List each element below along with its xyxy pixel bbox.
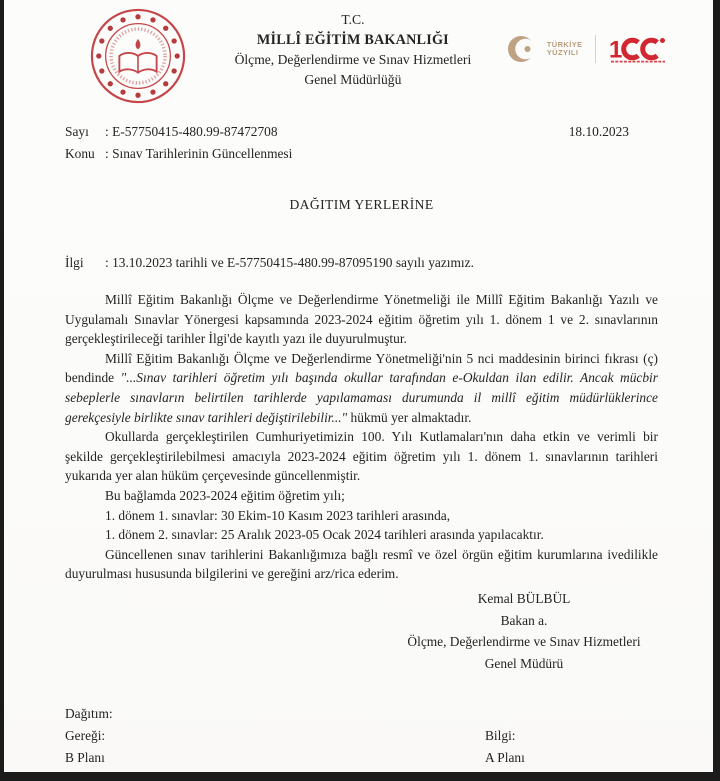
distribution-columns: [65, 725, 658, 769]
letterhead-logos: [506, 32, 668, 66]
paragraph-2-outro: hükmü yer almaktadır.: [347, 409, 472, 425]
letterhead: [0, 0, 720, 112]
sayi-row: [65, 121, 658, 143]
yuzyili-word: YÜZYILI: [546, 48, 579, 57]
paragraph-5: Güncellenen sınav tarihlerini Bakanlığımıza bağlı resmî ve özel örgün eğitim kurumlarına ivedilikle duyurulması hususunda bilgilerini ve gereğini arz/rica ederim.: [65, 546, 658, 582]
paragraph-3: Okullarda gerçekleştirilen Cumhuriyetimizin 100. Yılı Kutlamaları'nın daha etkin ve verimli bir şekilde gerçekleştirilebilmesi amacıyla 2023-2024 eğitim öğretim yılı 1. dönem 1. sınavlarının tarihleri yukarıda yer alan hüküm çerçevesinde güncellenmiştir.: [65, 429, 658, 484]
dagitim-label: Dağıtım:: [65, 706, 113, 721]
bilgi-label: Bilgi:: [485, 728, 516, 743]
turkiye-word: TÜRKİYE: [546, 40, 583, 49]
paragraph-2-intro: Millî Eğitim Bakanlığı Ölçme ve Değerlendirme Yönetmeliği'nin 5 nci maddesinin birinci fıkrası (ç) bendinde: [65, 350, 658, 386]
document-date: 18.10.2023: [568, 124, 629, 139]
signer-title-line2: Genel Müdürü: [484, 655, 564, 671]
scan-edge-bottom: [0, 772, 720, 781]
scan-edge-right: [713, 0, 720, 781]
ilgi-value: : 13.10.2023 tarihli ve E-57750415-480.99-87095190 sayılı yazımız.: [105, 255, 474, 270]
signer-name: Kemal BÜLBÜL: [477, 591, 571, 606]
centennial-100-icon: [608, 36, 668, 63]
logo-divider: [595, 35, 597, 63]
konu-label: Konu: [65, 146, 95, 161]
centennial-logo: [608, 36, 668, 63]
paragraph-4: Bu bağlamda 2023-2024 eğitim öğretim yılı;: [105, 487, 345, 503]
republic-abbrev: T.C.: [341, 12, 365, 27]
paragraph-1: Millî Eğitim Bakanlığı Ölçme ve Değerlendirme Yönetmeliği ile Millî Eğitim Bakanlığı Yazılı ve Uygulamalı Sınavlar Yönergesi kapsamında 2023-2024 eğitim öğretim yılı 1. dönem 1 ve 2. sınavlarının gerçekleştirileceği tarihler İlgi'de kayıtlı yazı ile duyurulmuştur.: [65, 292, 658, 347]
letterhead-titles: [235, 10, 472, 90]
konu-row: [65, 143, 658, 165]
svg-text:1: 1: [609, 36, 623, 63]
distribution-block: [65, 703, 658, 769]
ilgi-label: İlgi: [65, 255, 84, 270]
signature-block: [384, 588, 664, 674]
reference-row: [65, 252, 658, 273]
bilgi-value: A Planı: [485, 750, 525, 765]
konu-value: : Sınav Tarihlerinin Güncellenmesi: [105, 146, 293, 161]
signer-capacity: Bakan a.: [500, 612, 548, 628]
letter-body: [65, 290, 658, 584]
sayi-value: : E-57750415-480.99-87472708: [105, 124, 278, 139]
geregi-column: [65, 725, 485, 769]
document-meta: [65, 121, 658, 165]
turkiye-yuzyili-wordmark: [547, 41, 583, 57]
signer-title-line1: Ölçme, Değerlendirme ve Sınav Hizmetleri: [407, 634, 641, 649]
exam-period-1: 1. dönem 1. sınavlar: 30 Ekim-10 Kasım 2023 tarihleri arasında,: [105, 507, 451, 523]
recipient-heading: DAĞITIM YERLERİNE: [289, 197, 434, 212]
exam-period-2: 1. dönem 2. sınavlar: 25 Aralık 2023-05 Ocak 2024 tarihleri arasında yapılacaktır.: [105, 527, 544, 543]
geregi-label: Gereği:: [65, 728, 106, 743]
regulation-quote: "...Sınav tarihleri öğretim yılı başında okullar tarafından e-Okuldan ilan edilir. Ancak mücbir sebeplerle sınavların belirtilen tarihlerde yapılamaması durumunda il millî eğitim müdürlüklerince gerekçesiyle birlikte sınav tarihleri değiştirilebilir...": [65, 370, 658, 425]
paragraph-2: [65, 349, 658, 427]
bilgi-column: [485, 725, 658, 769]
ministry-name: MİLLÎ EĞİTİM BAKANLIĞI: [256, 32, 449, 48]
turkiye-yuzyili-crescent-icon: [506, 32, 540, 66]
meb-emblem-icon: [89, 7, 187, 105]
directorate-suffix: Genel Müdürlüğü: [304, 72, 402, 87]
geregi-value: B Planı: [65, 750, 105, 765]
sayi-label: Sayı: [65, 124, 89, 139]
directorate-name: Ölçme, Değerlendirme ve Sınav Hizmetleri: [234, 52, 472, 67]
scan-edge-left: [0, 0, 4, 781]
